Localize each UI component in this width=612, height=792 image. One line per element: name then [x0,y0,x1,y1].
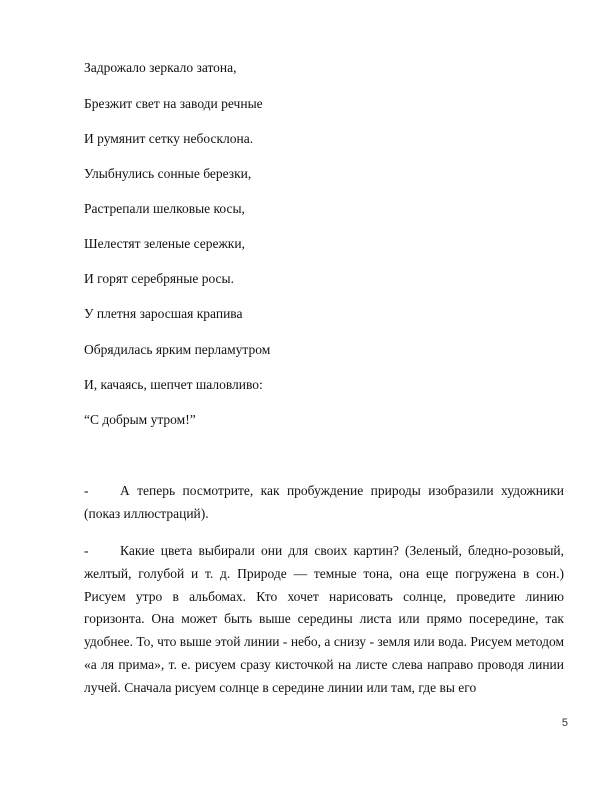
poem-line: У плетня заросшая крапива [84,306,243,321]
poem-line: Брезжит свет на заводи речные [84,96,263,111]
poem-line: Улыбнулись сонные березки, [84,166,252,181]
poem-line: Задрожало зеркало затона, [84,60,237,75]
list-item [84,540,564,700]
poem-line: Шелестят зеленые сережки, [84,236,245,251]
poem-line: И, качаясь, шепчет шаловливо: [84,377,263,392]
list-item-text: А теперь посмотрите, как пробуждение природы изобразили художники (показ иллюстраций). [84,483,564,521]
poem-line: Растрепали шелковые косы, [84,201,245,216]
list-dash: - [84,483,89,498]
list-item [84,480,564,526]
poem-line: И горят серебряные росы. [84,271,234,286]
list-item-text: Какие цвета выбирали они для своих картин? (Зеленый, бледно-розовый, желтый, голубой и т. д. Природе — темные тона, она еще погружена в сон.) Рисуем утро в альбомах. Кто хочет нарисовать солнце, проведите линию горизонта. Она может быть выше середины листа или прямо посередине, так удобнее. То, что выше этой линии - небо, а снизу - земля или вода. Рисуем методом «а ля прима», т. е. рисуем сразу кисточкой на листе слева направо проводя линии лучей. Сначала рисуем солнце в середине линии или там, где вы его [84,543,564,695]
poem-line: “С добрым утром!” [84,412,196,427]
list-dash: - [84,543,89,558]
poem-line: И румянит сетку небосклона. [84,131,254,146]
poem-line: Обрядилась ярким перламутром [84,342,271,357]
page-number: 5 [561,717,568,729]
